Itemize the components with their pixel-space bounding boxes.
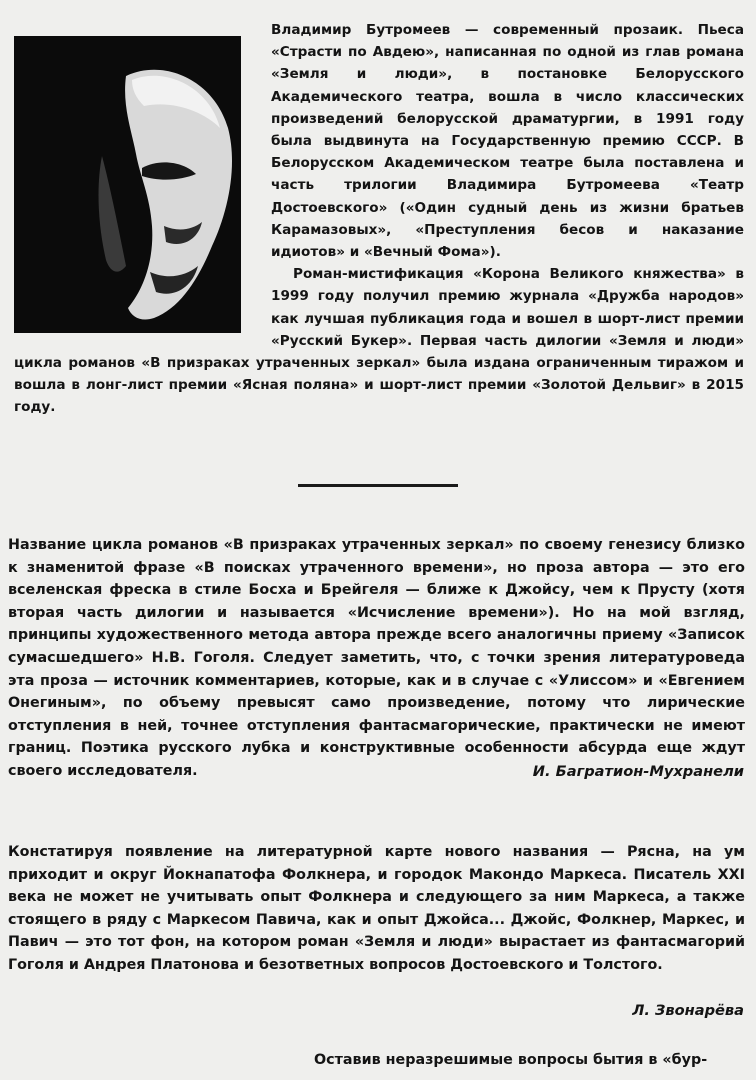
portrait-spacer: [14, 19, 271, 337]
review-quote-2: Констатируя появление на литературной карте нового названия — Рясна, на ум приходит и округ Йокнапатофа Фолкнера, и городок Макондо Маркеса. Писатель XXI века не может не учитывать опыт Фолкнера и следующего за ним Маркеса, а также стоящего в ряду с Маркесом Павича, как и опыт Джойса... Джойс, Фолкнер, Маркес, и Павич — это тот фон, на котором роман «Земля и люди» вырастает из фантасмагорий Гоголя и Андрея Платонова и безответных вопросов Достоевского и Толстого.: [8, 844, 745, 973]
author-biography: [14, 19, 744, 419]
review-author-2: Л. Звонарёва: [632, 1002, 744, 1019]
section-divider: [298, 484, 458, 487]
review-author-1: И. Багратион-Мухранели: [532, 763, 744, 780]
bio-paragraph-2: Роман-мистификация «Корона Великого княжества» в 1999 году получил премию журнала «Дружба народов» как лучшая публикация года и вошел в шорт-лист премии «Русский Букер». Первая часть дилогии «Земля и люди» цикла романов «В призраках утраченных зеркал» была издана ограниченным тиражом и вошла в лонг-лист премии «Ясная поляна» и шорт-лист премии «Золотой Дельвиг» в 2015 году.: [14, 266, 744, 416]
bio-paragraph-1: Владимир Бутромеев — современный прозаик. Пьеса «Страсти по Авдею», написанная по одной из глав романа «Земля и люди», в постановке Белорусского Академического театра, вошла в число классических произведений белорусской драматургии, в 1991 году была выдвинута на Государственную премию СССР. В Белорусском Академическом театре была поставлена и часть трилогии Владимира Бутромеева «Театр Достоевского» («Один судный день из жизни братьев Карамазовых», «Преступления бесов и наказание идиотов» и «Вечный Фома»).: [271, 22, 744, 261]
review-quote-1: Название цикла романов «В призраках утраченных зеркал» по своему генезису близко к знаменитой фразе «В поисках утраченного времени», но проза автора — это его вселенская фреска в стиле Босха и Брейгеля — ближе к Джойсу, чем к Прусту (хотя вторая часть дилогии и называется «Исчисление времени»). Но на мой взгляд, принципы художественного метода автора прежде всего аналогичны приему «Записок сумасшедшего» Н.В. Гоголя. Следует заметить, что, с точки зрения литературоведа эта проза — источник комментариев, которые, как и в случае с «Улиссом» и «Евгением Онегиным», по объему превысят само произведение, потому что лирические отступления в ней, точнее отступления фантасмагорические, практически не имеют границ. Поэтика русского лубка и конструктивные особенности абсурда еще ждут своего исследователя.: [8, 537, 745, 779]
continuing-text: Оставив неразрешимые вопросы бытия в «бур-: [314, 1052, 708, 1068]
